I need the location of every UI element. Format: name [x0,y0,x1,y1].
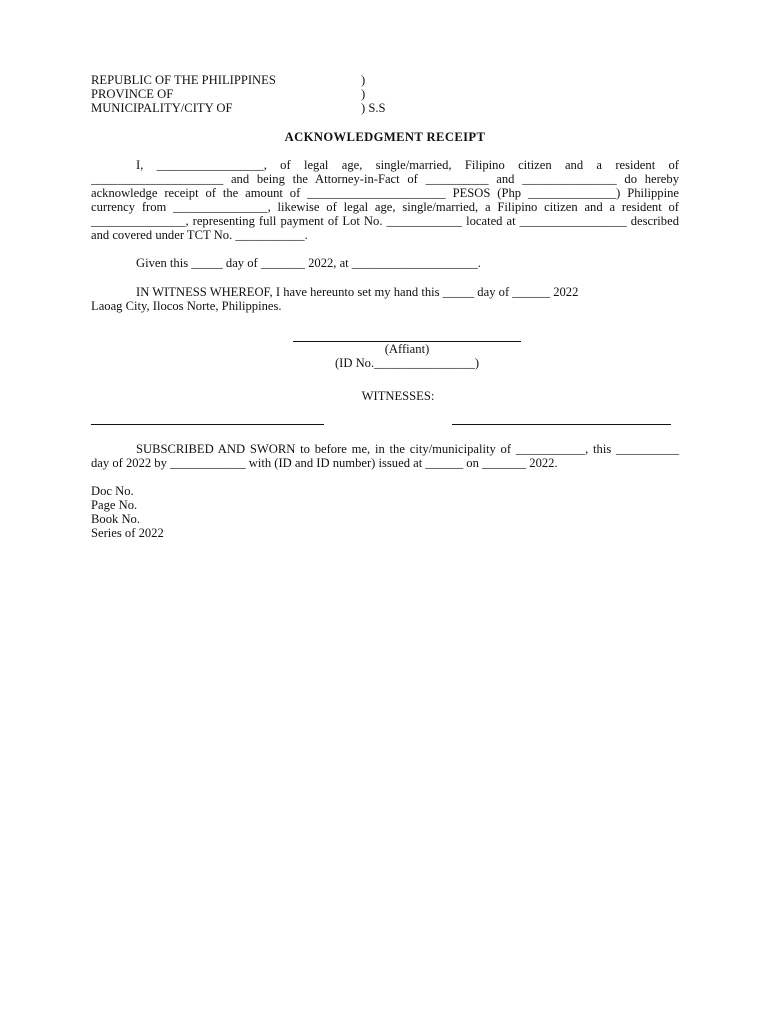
notarial-register-block [91,484,679,540]
in-witness-location: Laoag City, Ilocos Norte, Philippines. [91,299,282,313]
witness-signature-lines [91,412,679,428]
venue-row-municipality [91,101,679,115]
venue-row-province [91,87,679,101]
venue-republic: REPUBLIC OF THE PHILIPPINES [91,73,276,87]
venue-municipality: MUNICIPALITY/CITY OF [91,101,233,115]
venue-province: PROVINCE OF [91,87,174,101]
venue-block [91,73,679,115]
venue-row-republic [91,73,679,87]
affiant-signature-block [91,341,679,381]
venue-bracket: ) [361,73,366,87]
jurat-paragraph: SUBSCRIBED AND SWORN to before me, in the city/municipality of ___________, this __________ day of 2022 by ____________ with (ID and ID number) issued at ______ on _______ 2022. [91,442,679,470]
series-label: Series of 2022 [91,526,164,540]
document-page [91,73,679,540]
given-paragraph: Given this _____ day of _______ 2022, at ____________________. [136,256,481,270]
witness-signature-line-right [452,424,671,425]
page-no-label: Page No. [91,498,138,512]
document-title: ACKNOWLEDGMENT RECEIPT [284,130,486,144]
venue-ss: ) S.S [361,101,386,115]
in-witness-line: IN WITNESS WHEREOF, I have hereunto set my hand this _____ day of ______ 2022 [136,285,579,299]
witness-signature-line-left [91,424,324,425]
affiant-id-label: (ID No.________________) [334,356,480,370]
book-no-label: Book No. [91,512,140,526]
acknowledgment-paragraph: I, _________________, of legal age, single/married, Filipino citizen and a resident of _____________________ and being the Attorney-in-Fact of __________ and _______________ do hereby acknowledge receipt of the amount of ______________________ PESOS (Php ______________) Philippine currency from _______________, likewise of legal age, single/married, a Filipino citizen and a resident of _______________, representing full payment of Lot No. ____________ located at _________________ described and covered under TCT No. ___________. [91,158,679,242]
affiant-label: (Affiant) [384,342,430,356]
venue-bracket: ) [361,87,366,101]
doc-no-label: Doc No. [91,484,134,498]
witnesses-heading: WITNESSES: [361,389,435,403]
in-witness-paragraph [91,285,679,313]
